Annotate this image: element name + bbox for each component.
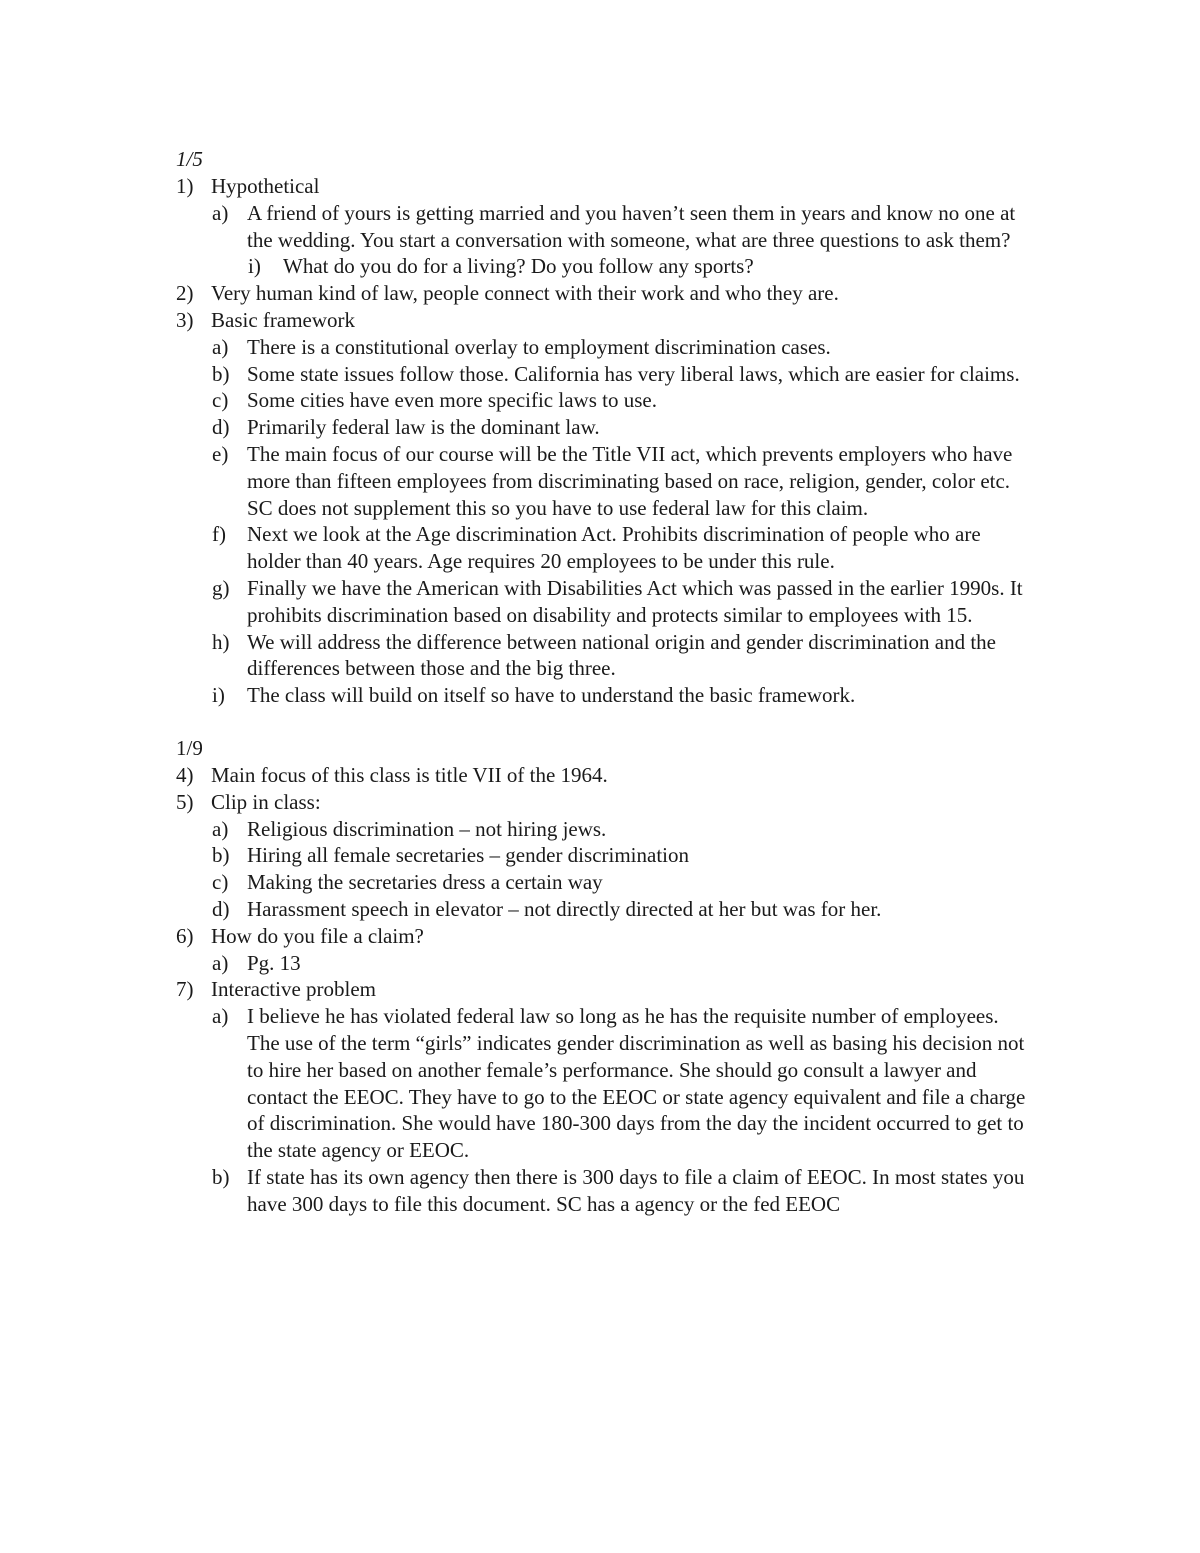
- list-marker: 6): [176, 923, 194, 948]
- list-item-text: Hiring all female secretaries – gender discrimination: [247, 843, 689, 868]
- list-item-text: Basic framework: [211, 307, 356, 332]
- list-item-text: The main focus of our course will be the Title VII act, which prevents employers who have more than fifteen employees from discriminating based on race, religion, gender, color etc. SC does not supplement this so you have to use federal law for this claim.: [247, 441, 1013, 520]
- list-item-text: Finally we have the American with Disabilities Act which was passed in the earlier 1990s. It prohibits discrimination based on disability and protects similar to employees with 15.: [247, 575, 1023, 627]
- list-marker: b): [212, 361, 230, 386]
- list-item: [176, 682, 1036, 709]
- list-marker: b): [212, 843, 230, 868]
- list-marker: i): [248, 254, 261, 279]
- list-marker: i): [212, 683, 225, 708]
- list-item: [176, 629, 1036, 683]
- list-item: [176, 976, 1036, 1003]
- list-marker: f): [212, 522, 226, 547]
- list-item-text: Making the secretaries dress a certain way: [247, 870, 603, 895]
- list-item: [176, 200, 1036, 254]
- list-item: [176, 789, 1036, 816]
- list-item-text: A friend of yours is getting married and you haven’t seen them in years and know no one at the wedding. You start a conversation with someone, what are three questions to ask them?: [247, 200, 1016, 252]
- section-date: 1/9: [176, 735, 203, 760]
- list-item: [176, 280, 1036, 307]
- list-marker: h): [212, 629, 230, 654]
- list-marker: d): [212, 896, 230, 921]
- list-item-text: Some cities have even more specific laws to use.: [247, 388, 657, 413]
- list-item: [176, 950, 1036, 977]
- list-marker: a): [212, 950, 229, 975]
- list-item: [176, 441, 1036, 521]
- list-item-text: Next we look at the Age discrimination Act. Prohibits discrimination of people who are holder than 40 years. Age requires 20 employees to be under this rule.: [247, 522, 981, 574]
- list-item: [176, 173, 1036, 200]
- list-item-text: Religious discrimination – not hiring jews.: [247, 816, 607, 841]
- list-item: [176, 816, 1036, 843]
- list-item: [176, 869, 1036, 896]
- list-marker: 2): [176, 281, 194, 306]
- list-marker: 4): [176, 762, 194, 787]
- list-item-text: How do you file a claim?: [211, 923, 424, 948]
- list-item: [176, 1164, 1036, 1218]
- list-item: [176, 361, 1036, 388]
- list-marker: 1): [176, 174, 194, 198]
- list-marker: 5): [176, 789, 194, 814]
- list-item-text: Main focus of this class is title VII of the 1964.: [211, 762, 608, 787]
- list-marker: c): [212, 388, 229, 413]
- list-item: [176, 387, 1036, 414]
- list-item: [176, 575, 1036, 629]
- list-marker: b): [212, 1164, 230, 1189]
- list-item-text: Interactive problem: [211, 977, 377, 1002]
- list-item: [176, 414, 1036, 441]
- notes-content: [176, 146, 1036, 1217]
- list-item-text: I believe he has violated federal law so long as he has the requisite number of employees. The use of the term “girls” indicates gender discrimination as well as basing his decision not to hire her based on another female’s performance. She should go consult a lawyer and contact the EEOC. They have to go to the EEOC or state agency equivalent and file a charge of discrimination. She would have 180-300 days from the day the incident occurred to get to the state agency or EEOC.: [247, 1004, 1026, 1163]
- list-item-text: Hypothetical: [211, 174, 320, 198]
- list-marker: a): [212, 200, 229, 225]
- list-item: [176, 307, 1036, 334]
- list-item-text: If state has its own agency then there is 300 days to file a claim of EEOC. In most states you have 300 days to file this document. SC has a agency or the fed EEOC: [247, 1164, 1025, 1216]
- list-item: [176, 521, 1036, 575]
- list-marker: g): [212, 575, 230, 600]
- list-marker: a): [212, 334, 229, 359]
- list-marker: a): [212, 1004, 229, 1029]
- list-item: [176, 253, 1036, 280]
- section-date: 1/5: [176, 147, 203, 171]
- list-item: [176, 334, 1036, 361]
- list-item: [176, 896, 1036, 923]
- list-item-text: Some state issues follow those. California has very liberal laws, which are easier for claims.: [247, 361, 1020, 386]
- list-item: [176, 1003, 1036, 1164]
- list-item-text: Clip in class:: [211, 789, 321, 814]
- list-item: [176, 842, 1036, 869]
- list-marker: c): [212, 870, 229, 895]
- list-item-text: What do you do for a living? Do you follow any sports?: [283, 254, 754, 279]
- list-item-text: The class will build on itself so have to understand the basic framework.: [247, 683, 856, 708]
- list-item-text: Pg. 13: [247, 950, 301, 975]
- list-marker: a): [212, 816, 229, 841]
- list-item-text: Very human kind of law, people connect with their work and who they are.: [211, 281, 839, 306]
- list-item-text: We will address the difference between national origin and gender discrimination and the differences between those and the big three.: [247, 629, 996, 681]
- list-marker: d): [212, 415, 230, 440]
- list-item-text: There is a constitutional overlay to employment discrimination cases.: [247, 334, 831, 359]
- list-item: [176, 762, 1036, 789]
- list-marker: 7): [176, 977, 194, 1002]
- section-spacer: [176, 709, 1036, 735]
- list-item: [176, 923, 1036, 950]
- list-marker: 3): [176, 307, 194, 332]
- list-item-text: Harassment speech in elevator – not directly directed at her but was for her.: [247, 896, 882, 921]
- list-item-text: Primarily federal law is the dominant law.: [247, 415, 600, 440]
- list-marker: e): [212, 441, 229, 466]
